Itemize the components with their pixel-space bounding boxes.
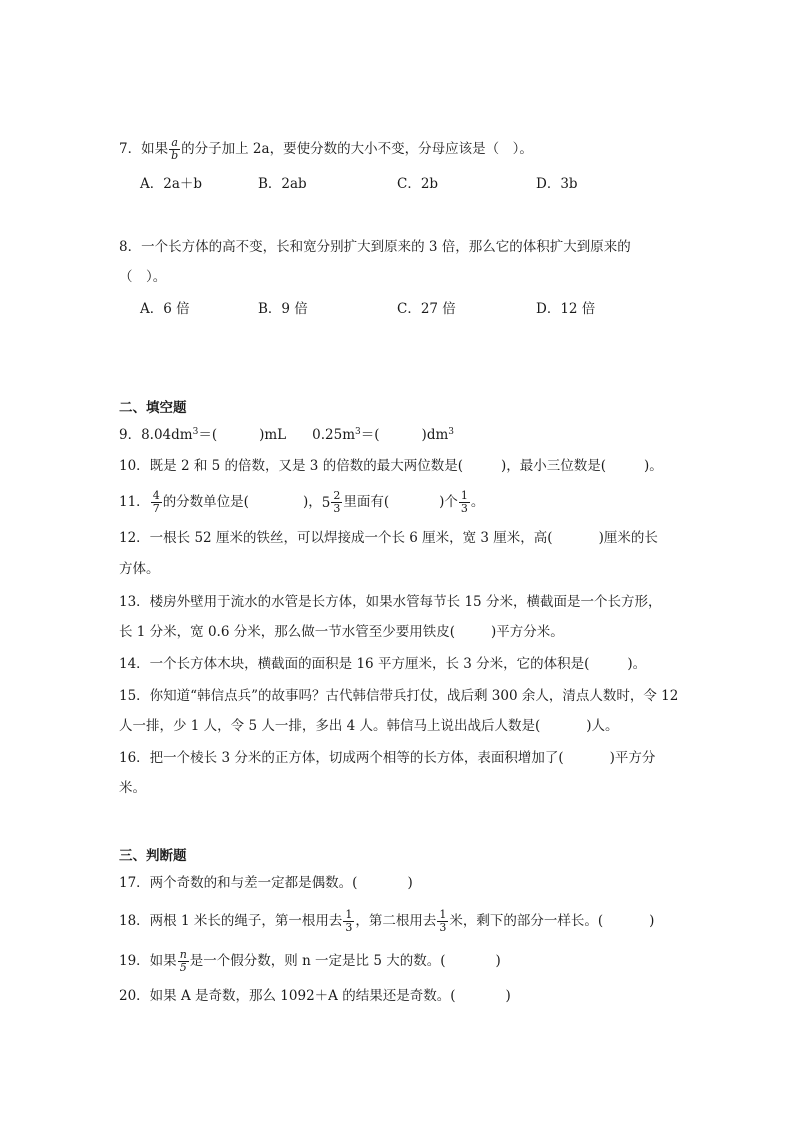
q19-text-b: 是一个假分数，则 n 一定是比 5 大的数。( <box>189 953 446 969</box>
q19-fraction <box>178 949 189 974</box>
q8-option-a[interactable]: A．6 倍 <box>140 301 190 317</box>
question-12-line-2: 方体。 <box>119 561 160 577</box>
question-16-line-1 <box>119 747 655 769</box>
q18-fraction-2-numerator: 1 <box>439 908 447 921</box>
q11-fraction-2-numerator: 2 <box>333 489 341 502</box>
question-16-line-2: 米。 <box>119 780 146 796</box>
q9-text-f: )dm <box>421 427 449 443</box>
q7-option-b[interactable]: B．2ab <box>258 176 307 192</box>
q7-number: 7．如果 <box>119 141 169 157</box>
q10-text-a: 10．既是 2 和 5 的倍数，又是 3 的倍数的最大两位数是( <box>119 458 463 474</box>
question-11 <box>119 490 484 515</box>
q19-text-a: 19．如果 <box>119 953 177 969</box>
q19-fraction-numerator: n <box>179 948 187 961</box>
question-20 <box>119 985 511 1007</box>
q11-fraction-1 <box>151 490 162 515</box>
q9-exponent-3: 3 <box>448 427 454 437</box>
q11-fraction-1-denominator: 7 <box>152 502 160 515</box>
q17-text-b: ) <box>407 875 413 891</box>
q11-mixed-number <box>322 490 344 515</box>
q18-text-a: 18．两根 1 米长的绳子，第一根用去 <box>119 913 343 929</box>
q15-text-b: )人。 <box>586 718 619 734</box>
q7-option-c[interactable]: C．2b <box>397 176 439 192</box>
q7-fraction-numerator: a <box>171 136 178 149</box>
question-17 <box>119 872 413 894</box>
q11-fraction-3 <box>459 490 470 515</box>
question-18 <box>119 909 654 934</box>
q18-fraction-1-denominator: 3 <box>345 921 353 934</box>
q16-text-b: )平方分 <box>609 750 656 766</box>
q9-text-e: ＝( <box>360 427 380 443</box>
section-3-title: 三、判断题 <box>119 848 187 864</box>
q11-fraction-2-denominator: 3 <box>333 502 341 515</box>
q7-fraction-denominator: b <box>171 149 179 162</box>
question-13-line-1: 13．楼房外壁用于流水的水管是长方体，如果水管每节长 15 分米，横截面是一个长方形， <box>119 594 662 610</box>
q19-text-c: ) <box>495 953 501 969</box>
q18-fraction-1-numerator: 1 <box>345 908 353 921</box>
q9-text-c: )mL <box>259 427 287 443</box>
q14-text-a: 14．一个长方体木块，横截面的面积是 16 平方厘米，长 3 分米，它的体积是( <box>119 656 590 672</box>
q18-fraction-2-denominator: 3 <box>439 921 447 934</box>
question-15-line-1: 15．你知道“韩信点兵”的故事吗？古代韩信带兵打仗，战后剩 300 余人，清点人数时，令 12 <box>119 688 679 704</box>
question-14 <box>119 653 646 675</box>
q18-fraction-1 <box>343 909 354 934</box>
q11-text-f: 。 <box>470 494 485 510</box>
q16-text-a: 16．把一个棱长 3 分米的正方体，切成两个相等的长方体，表面积增加了( <box>119 750 564 766</box>
q10-text-b: )，最小三位数是( <box>500 458 607 474</box>
question-8-line-2: （ ）。 <box>119 269 167 285</box>
q20-text-a: 20．如果 A 是奇数，那么 1092＋A 的结果还是奇数。( <box>119 988 456 1004</box>
q11-fraction-3-denominator: 3 <box>460 502 468 515</box>
q11-text-e: )个 <box>439 494 458 510</box>
q8-option-d[interactable]: D．12 倍 <box>536 301 596 317</box>
question-15-line-2 <box>119 715 619 737</box>
q11-text-b: 的分数单位是( <box>162 494 249 510</box>
q8-option-c[interactable]: C．27 倍 <box>397 301 456 317</box>
q7-option-d[interactable]: D．3b <box>536 176 578 192</box>
q18-text-d: ) <box>649 913 655 929</box>
q11-fraction-2 <box>331 490 342 515</box>
question-10 <box>119 455 663 477</box>
q8-option-b[interactable]: B．9 倍 <box>258 301 308 317</box>
q11-text-d: 里面有( <box>343 494 390 510</box>
q17-text-a: 17．两个奇数的和与差一定都是偶数。( <box>119 875 358 891</box>
q9-text-a: 9．8.04dm <box>119 427 193 443</box>
q7-text: 的分子加上 2a，要使分数的大小不变，分母应该是（ ）。 <box>181 141 533 157</box>
q18-text-c: 米，剩下的部分一样长。( <box>449 913 604 929</box>
q15-text-a: 人一排，少 1 人，令 5 人一排，多出 4 人。韩信马上说出战后人数是( <box>119 718 541 734</box>
q11-text-c: )， <box>302 494 322 510</box>
q14-text-b: )。 <box>627 656 647 672</box>
q7-option-a[interactable]: A．2a＋b <box>140 176 203 192</box>
q12-text-b: )厘米的长 <box>598 530 658 546</box>
q9-text-b: ＝( <box>198 427 218 443</box>
q11-fraction-3-numerator: 1 <box>460 489 468 502</box>
q9-text-d: 0.25m <box>312 427 356 443</box>
q11-number: 11． <box>119 494 150 510</box>
q7-fraction <box>169 137 180 162</box>
q11-fraction-1-numerator: 4 <box>152 489 160 502</box>
q13-text-b: )平方分米。 <box>491 624 564 640</box>
q9-exponent-1: 3 <box>192 427 199 437</box>
q18-fraction-2 <box>437 909 448 934</box>
q11-mixed-whole: 5 <box>321 494 331 511</box>
question-13-line-2 <box>119 621 564 643</box>
q12-text-a: 12．一根长 52 厘米的铁丝，可以焊接成一个长 6 厘米，宽 3 厘米，高( <box>119 530 553 546</box>
question-19 <box>119 949 501 974</box>
question-9 <box>119 424 454 446</box>
q19-fraction-denominator: 5 <box>179 961 187 974</box>
section-2-title: 二、填空题 <box>119 400 187 416</box>
q9-exponent-2: 3 <box>355 427 361 437</box>
q20-text-b: ) <box>505 988 511 1004</box>
question-8-line-1: 8．一个长方体的高不变，长和宽分别扩大到原来的 3 倍，那么它的体积扩大到原来的 <box>119 239 631 255</box>
q10-text-c: )。 <box>644 458 663 474</box>
q13-text-a: 长 1 分米，宽 0.6 分米，那么做一节水管至少要用铁皮( <box>119 624 455 640</box>
question-7 <box>119 137 533 162</box>
q18-text-b: ，第二根用去 <box>355 913 437 929</box>
question-12-line-1 <box>119 527 658 549</box>
